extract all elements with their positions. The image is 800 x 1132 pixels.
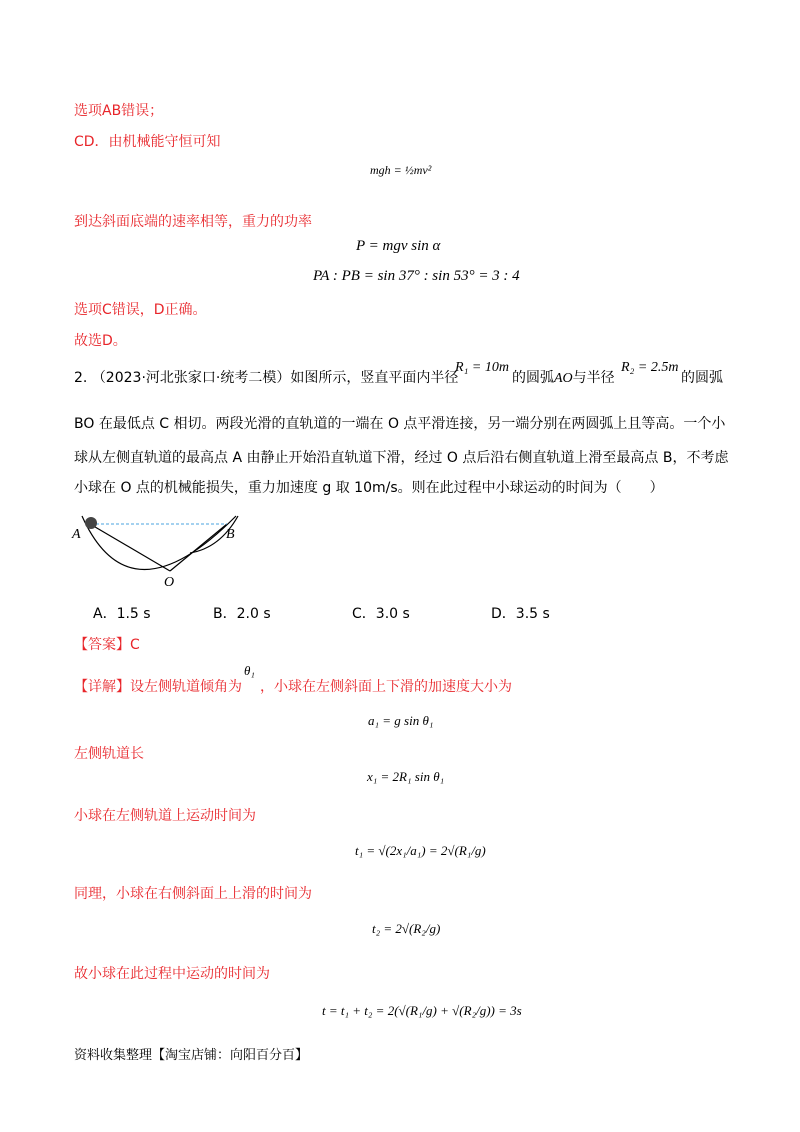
equation-a1: a₁ = g sin θ₁ [368, 713, 434, 728]
text-left-time: 小球在左侧轨道上运动时间为 [74, 808, 256, 824]
equation-power: P = mgv sin α [356, 238, 441, 254]
detail-intro-b: ，小球在左侧斜面上下滑的加速度大小为 [260, 679, 512, 695]
option-c[interactable] [352, 603, 410, 623]
question-number: 2. [74, 370, 88, 386]
option-a-value: 1.5 s [116, 606, 151, 622]
radius-r2: R₂ = 2.5m [621, 360, 679, 375]
text-speed-equal: 到达斜面底端的速率相等，重力的功率 [74, 214, 312, 230]
equation-total: t = t₁ + t₂ = 2(√(R₁/g) + √(R₂/g)) = 3s [322, 1003, 522, 1018]
option-c-letter: C． [352, 606, 376, 622]
option-d-value: 3.5 s [515, 606, 550, 622]
label-b: B [226, 527, 235, 542]
equation-t1: t₁ = √(2x₁/a₁) = 2√(R₁/g) [355, 843, 486, 858]
option-a-letter: A． [93, 606, 117, 622]
equation-t2: t₂ = 2√(R₂/g) [372, 921, 441, 936]
text-choose-d: 故选D。 [74, 333, 127, 349]
option-a[interactable] [93, 603, 151, 623]
detail-intro-a: 设左侧轨道倾角为 [130, 679, 242, 695]
theta-symbol: θ₁ [244, 663, 255, 678]
detail-tag: 【详解】 [74, 679, 130, 695]
answer-value: C [130, 637, 140, 653]
question-line-1-b [512, 371, 615, 386]
track-figure [70, 508, 250, 588]
question-text-1d: 的圆弧 [681, 370, 723, 386]
question-line-4: 小球在 O 点的机械能损失，重力加速度 g 取 10m/s。则在此过程中小球运动的时间为（ ） [74, 480, 664, 496]
text-c-wrong: 选项C错误，D正确。 [74, 302, 207, 318]
answer-line [74, 634, 140, 654]
text-cd-intro: CD．由机械能守恒可知 [74, 134, 221, 150]
option-c-value: 3.0 s [375, 606, 410, 622]
label-o: O [164, 575, 175, 588]
answer-tag: 【答案】 [74, 637, 130, 653]
question-line-1 [74, 371, 458, 385]
option-b[interactable] [213, 603, 271, 623]
question-text-1a: 如图所示，竖直平面内半径 [290, 370, 459, 386]
ball-icon [85, 517, 97, 529]
question-text-1b: 的圆弧 [512, 370, 554, 386]
equation-x1: x₁ = 2R₁ sin θ₁ [367, 769, 445, 784]
equation-energy: mgh = ½mv² [370, 163, 432, 177]
radius-r1: R₁ = 10m [455, 360, 509, 375]
left-track [90, 524, 170, 571]
footer-source: 资料收集整理【淘宝店铺：向阳百分百】 [74, 1048, 309, 1063]
label-a: A [72, 527, 81, 542]
text-total-time: 故小球在此过程中运动的时间为 [74, 966, 270, 982]
option-d[interactable] [491, 603, 550, 623]
detail-intro [74, 676, 242, 696]
option-b-value: 2.0 s [236, 606, 271, 622]
arc-ao-label: AO [554, 371, 573, 386]
text-ab-wrong: 选项AB错误； [74, 103, 164, 119]
question-source: （2023·河北张家口·统考二模） [91, 370, 291, 386]
text-right-time: 同理，小球在右侧斜面上上滑的时间为 [74, 886, 312, 902]
question-text-1c: 与半径 [572, 370, 615, 386]
text-left-length: 左侧轨道长 [74, 746, 144, 762]
option-b-letter: B． [213, 606, 237, 622]
question-line-3: 球从左侧直轨道的最高点 A 由静止开始沿直轨道下滑，经过 O 点后沿右侧直轨道上滑至最高点 B，不考虑 [74, 450, 729, 466]
question-line-2: BO 在最低点 C 相切。两段光滑的直轨道的一端在 O 点平滑连接，另一端分别在两圆弧上且等高。一个小 [74, 416, 726, 432]
right-track [170, 524, 227, 571]
option-d-letter: D． [491, 606, 516, 622]
equation-power-ratio: PA : PB = sin 37° : sin 53° = 3 : 4 [313, 268, 520, 284]
